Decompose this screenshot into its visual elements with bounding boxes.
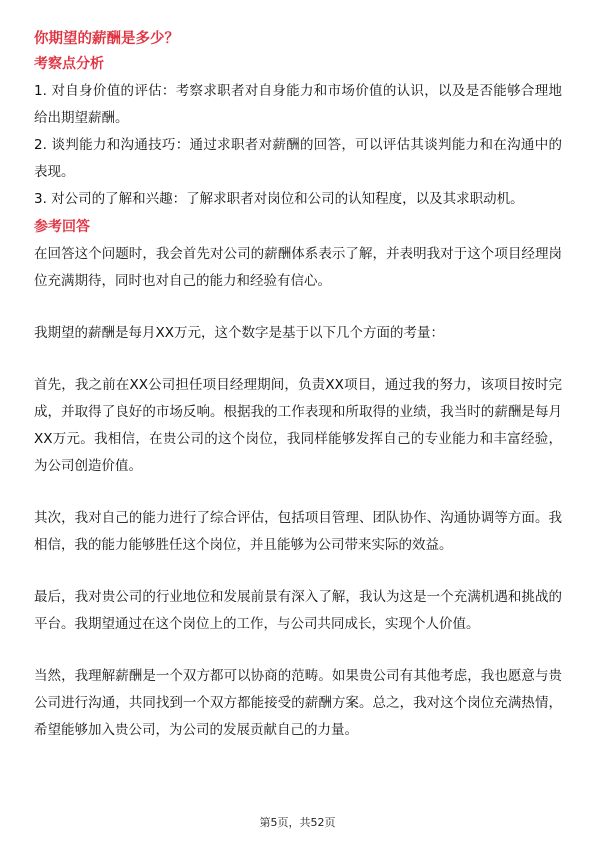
analysis-item-3: 3. 对公司的了解和兴趣：了解求职者对岗位和公司的认知程度，以及其求职动机。 xyxy=(34,191,524,207)
answer-paragraph-2: 我期望的薪酬是每月XX万元，这个数字是基于以下几个方面的考量： xyxy=(34,325,444,341)
answer-paragraph-6: 当然，我理解薪酬是一个双方都可以协商的范畴。如果贵公司有其他考虑，我也愿意与贵公司进行沟通，共同找到一个双方都能接受的薪酬方案。总之，我对这个岗位充满热情，希望能够加入贵公司，为公司的发展贡献自己的力量。 xyxy=(34,668,562,738)
answer-paragraph-3: 首先，我之前在XX公司担任项目经理期间，负责XX项目，通过我的努力，该项目按时完成，并取得了良好的市场反响。根据我的工作表现和所取得的业绩，我当时的薪酬是每月XX万元。我相信，在贵公司的这个岗位，我同样能够发挥自己的专业能力和丰富经验，为公司创造价值。 xyxy=(34,377,562,474)
answer-paragraph-1: 在回答这个问题时，我会首先对公司的薪酬体系表示了解，并表明我对于这个项目经理岗位充满期待，同时也对自己的能力和经验有信心。 xyxy=(34,246,562,289)
answer-paragraph-4: 其次，我对自己的能力进行了综合评估，包括项目管理、团队协作、沟通协调等方面。我相信，我的能力能够胜任这个岗位，并且能够为公司带来实际的效益。 xyxy=(34,510,562,553)
answer-heading: 参考回答 xyxy=(34,219,90,235)
analysis-heading: 考察点分析 xyxy=(34,56,104,72)
analysis-item-2: 2. 谈判能力和沟通技巧：通过求职者对薪酬的回答，可以评估其谈判能力和在沟通中的表现。 xyxy=(34,137,562,180)
analysis-item-1: 1. 对自身价值的评估：考察求职者对自身能力和市场价值的认识，以及是否能够合理地给出期望薪酬。 xyxy=(34,83,562,126)
question-title: 你期望的薪酬是多少？ xyxy=(34,31,179,47)
document-page xyxy=(34,28,562,744)
answer-paragraph-5: 最后，我对贵公司的行业地位和发展前景有深入了解，我认为这是一个充满机遇和挑战的平台。我期望通过在这个岗位上的工作，与公司共同成长，实现个人价值。 xyxy=(34,589,562,632)
page-number-footer: 第5页，共52页 xyxy=(259,816,336,829)
